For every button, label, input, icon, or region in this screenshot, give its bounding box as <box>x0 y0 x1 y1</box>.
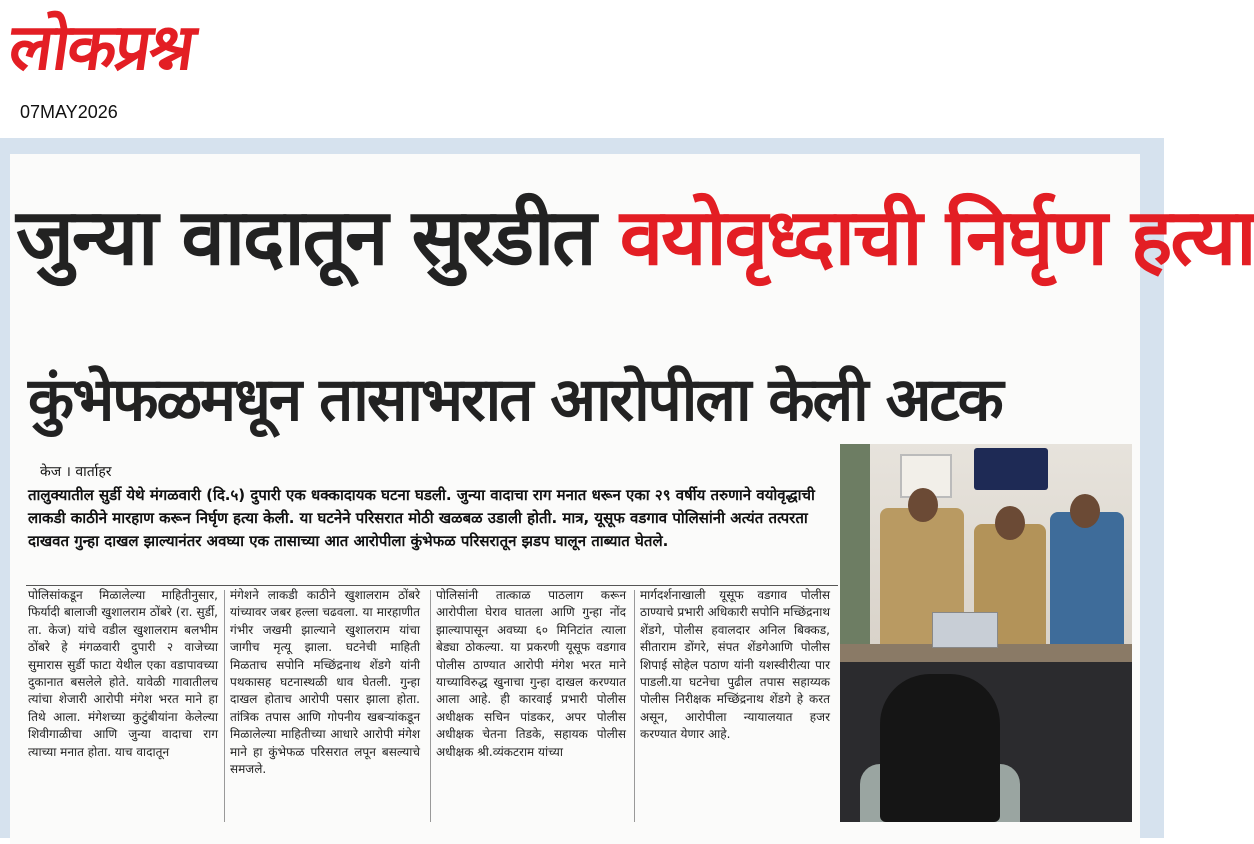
divider <box>26 585 838 586</box>
headline-part-black: जुन्या वादातून सुरडीत <box>16 193 595 283</box>
headline <box>16 183 1254 293</box>
lead-paragraph: तालुक्यातील सुर्डी येथे मंगळवारी (दि.५) दुपारी एक धक्कादायक घटना घडली. जुन्या वादाचा राग मनात धरून एका २९ वर्षीय तरुणाने वयोवृद्धाची लाकडी काठीने मारहाण करून निर्घृण हत्या केली. या घटनेने परिसरात मोठी खळबळ उडाली होती. मात्र, यूसूफ वडगाव पोलिसांनी अत्यंत तत्परता दाखवत गुन्हा दाखल झाल्यानंतर अवघ्या एक तासाच्या आत आरोपीला कुंभेफळ परिसरातून झडप घालून ताब्यात घेतले. <box>28 486 815 550</box>
column-divider <box>634 590 635 822</box>
subheadline: कुंभेफळमधून तासाभरात आरोपीला केली अटक <box>28 365 1002 435</box>
article-column-4: मार्गदर्शनाखाली यूसूफ वडगाव पोलीस ठाण्याचे प्रभारी अधिकारी सपोनि मच्छिंद्रनाथ शेंडगे, पोलीस हवालदार अनिल बिक्कड, सीताराम डोंगरे, संपत शेंडगेआणि पोलीस शिपाई सोहेल पठाण यांनी यशस्वीरीत्या पार पाडली.या घटनेचा पुढील तपास सहाय्यक पोलीस निरीक्षक मच्छिंद्रनाथ शेंडगे हे करत असून, आरोपीला न्यायालयात हजर करण्यात येणार आहे. <box>640 588 830 742</box>
police-emblem-board <box>974 448 1048 490</box>
publication-date: 07MAY2026 <box>20 102 118 122</box>
arrest-photo <box>840 444 1132 822</box>
article-column-2: मंगेशने लाकडी काठीने खुशालराम ठोंबरे यांच्यावर जबर हल्ला चढवला. या मारहाणीत गंभीर जखमी झाल्याने खुशालराम यांचा जागीच मृत्यू झाला. घटनेची माहिती मिळताच सपोनि मच्छिंद्रनाथ शेंडगे यांनी पथकासह घटनास्थळी धाव घेतली. गुन्हा दाखल होताच आरोपी पसार झाला होता. तांत्रिक तपास आणि गोपनीय खबऱ्यांकडून मिळालेल्या माहितीच्या आधारे आरोपी मंगेश माने हा कुंभेफळ परिसरात लपून बसल्याचे समजले. <box>230 588 420 777</box>
column-divider <box>430 590 431 822</box>
column-divider <box>224 590 225 822</box>
article-column-3: पोलिसांनी तात्काळ पाठलाग करून आरोपीला घेराव घातला आणि गुन्हा नोंद झाल्यापासून अवघ्या ६० मिनिटांत त्याला बेड्या ठोकल्या. या प्रकरणी यूसूफ वडगाव पोलीस ठाण्यात आरोपी मंगेश भरत माने याच्याविरुद्ध खुनाचा गुन्हा दाखल करण्यात आला आहे. ही कारवाई प्रभारी पोलीस अधीक्षक सचिन पांडकर, अपर पोलीस अधीक्षक चेतना तिडके, सहायक पोलीस अधीक्षक श्री.व्यंकटराम यांच्या <box>436 588 626 759</box>
headline-part-red: वयोवृध्दाची निर्घृण हत्या <box>619 193 1254 283</box>
person-head <box>995 506 1025 540</box>
person-head <box>908 488 938 522</box>
photo-window <box>840 444 870 654</box>
laptop <box>932 612 998 648</box>
person-head <box>1070 494 1100 528</box>
dateline: केज । वार्ताहर <box>40 464 112 480</box>
accused-covered-face <box>880 674 1000 822</box>
newspaper-logo: लोकप्रश्न <box>4 11 198 85</box>
masthead <box>0 0 1164 138</box>
article-column-1: पोलिसांकडून मिळालेल्या माहितीनुसार, फिर्यादी बालाजी खुशालराम ठोंबरे (रा. सुर्डी, ता. केज) यांचे वडील खुशालराम बलभीम ठोंबरे हे मंगळवारी दुपारी २ वाजेच्या सुमारास सुर्डी फाटा येथील एका वडापावच्या दुकानात बसलेले होते. यावेळी गावातीलच त्यांचा शेजारी आरोपी मंगेश भरत माने हा तिथे आला. मंगेशच्या कुटुंबीयांना केलेल्या शिवीगाळीचा आणि जुन्या वादाचा राग त्याच्या मनात होता. याच वादातून <box>28 588 218 759</box>
